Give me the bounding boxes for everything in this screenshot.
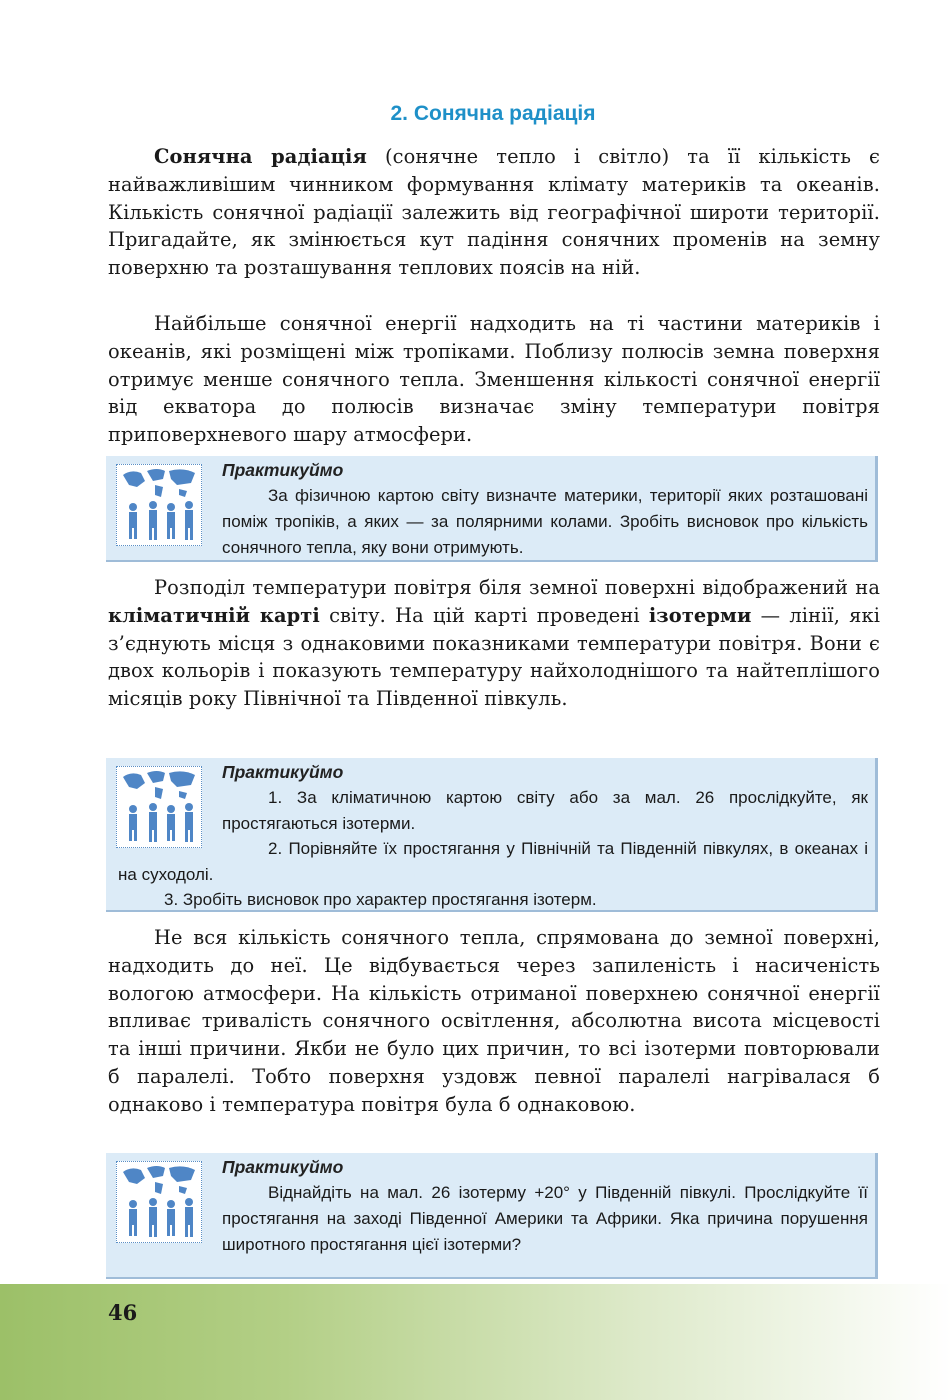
paragraph-energy-distribution: Найбільше сонячної енергії надходить на ті частини материків і океанів, які розміщені між тропіками. Поблизу полюсів земна поверхня отримує менше сонячного тепла. Зменшення кількості сонячної енергії від екватора до полюсів визначає зміну температури повітря приповерхневого шару атмосфери. xyxy=(108,312,880,447)
practice-icon xyxy=(116,1161,202,1243)
section-title: 2. Сонячна радіація xyxy=(390,102,596,125)
practice-task: Віднайдіть на мал. 26 ізотерму +20° у Південній півкулі. Прослідкуйте її простягання на заході Південної Америки та Африки. Яка причина порушення широтного простягання цієї ізотерми? xyxy=(222,1183,868,1254)
world-map-people-icon xyxy=(117,1162,201,1242)
paragraph-text: (сонячне тепло і світло) та її кількість є найважливішим чинником формування клімату материків та океанів. Кількість сонячної радіації залежить від географічної широти території. Пригадайте, як змінюється кут падіння сонячних променів на земну поверхню та розташування теплових поясів на ній. xyxy=(108,145,880,280)
practice-heading: Практикуймо xyxy=(222,762,344,782)
practice-heading: Практикуймо xyxy=(222,1157,344,1177)
practice-task-2: 2. Порівняйте їх простягання у Північній та Південній півкулях, в океанах і на суходолі. xyxy=(118,839,868,884)
practice-task-1: 1. За кліматичною картою світу або за мал. 26 прослідкуйте, як простягаються ізотерми. xyxy=(222,788,868,833)
paragraph-text: Розподіл температури повітря біля земної поверхні відображений на xyxy=(154,576,880,599)
practice-box-3 xyxy=(106,1153,878,1279)
world-map-people-icon xyxy=(117,465,201,545)
paragraph-solar-radiation xyxy=(108,143,880,282)
practice-box-1 xyxy=(106,456,878,562)
term-climate-map: кліматичній карті xyxy=(108,603,320,627)
practice-task: За фізичною картою світу визначте материки, території яких розташовані поміж тропіків, а яких — за полярними колами. Зробіть висновок про кількість сонячного тепла, яку вони отримують. xyxy=(222,486,868,557)
practice-heading: Практикуймо xyxy=(222,460,344,480)
world-map-people-icon xyxy=(117,767,201,847)
footer-band xyxy=(0,1284,952,1400)
practice-icon xyxy=(116,464,202,546)
page-number: 46 xyxy=(108,1300,138,1325)
practice-box-2 xyxy=(106,758,878,912)
term-isotherms: ізотерми xyxy=(648,603,752,627)
practice-task-3: 3. Зробіть висновок про характер простягання ізотерм. xyxy=(164,890,597,909)
term-solar-radiation: Сонячна радіація xyxy=(154,145,367,168)
paragraph-atmosphere-effects: Не вся кількість сонячного тепла, спрямована до земної поверхні, надходить до неї. Це відбувається через запиленість і насиченість вологою атмосфери. На кількість отриманої поверхнею сонячної енергії впливає тривалість сонячного освітлення, абсолютна висота місцевості та інші причини. Якби не було цих причин, то всі ізотерми повторювали б паралелі. Тобто поверхня уздовж певної паралелі нагрівалася б однаково і температура повітря була б однаковою. xyxy=(108,926,880,1116)
paragraph-text: — лінії, які з’єднують місця з однаковими показниками температури повітря. Вони є двох кольорів і показують температуру найхолоднішого та найтеплішого місяців року Північної та Південної півкуль. xyxy=(108,603,881,711)
paragraph-text: світу. На цій карті проведені xyxy=(319,603,649,627)
paragraph-isotherms xyxy=(108,574,880,713)
